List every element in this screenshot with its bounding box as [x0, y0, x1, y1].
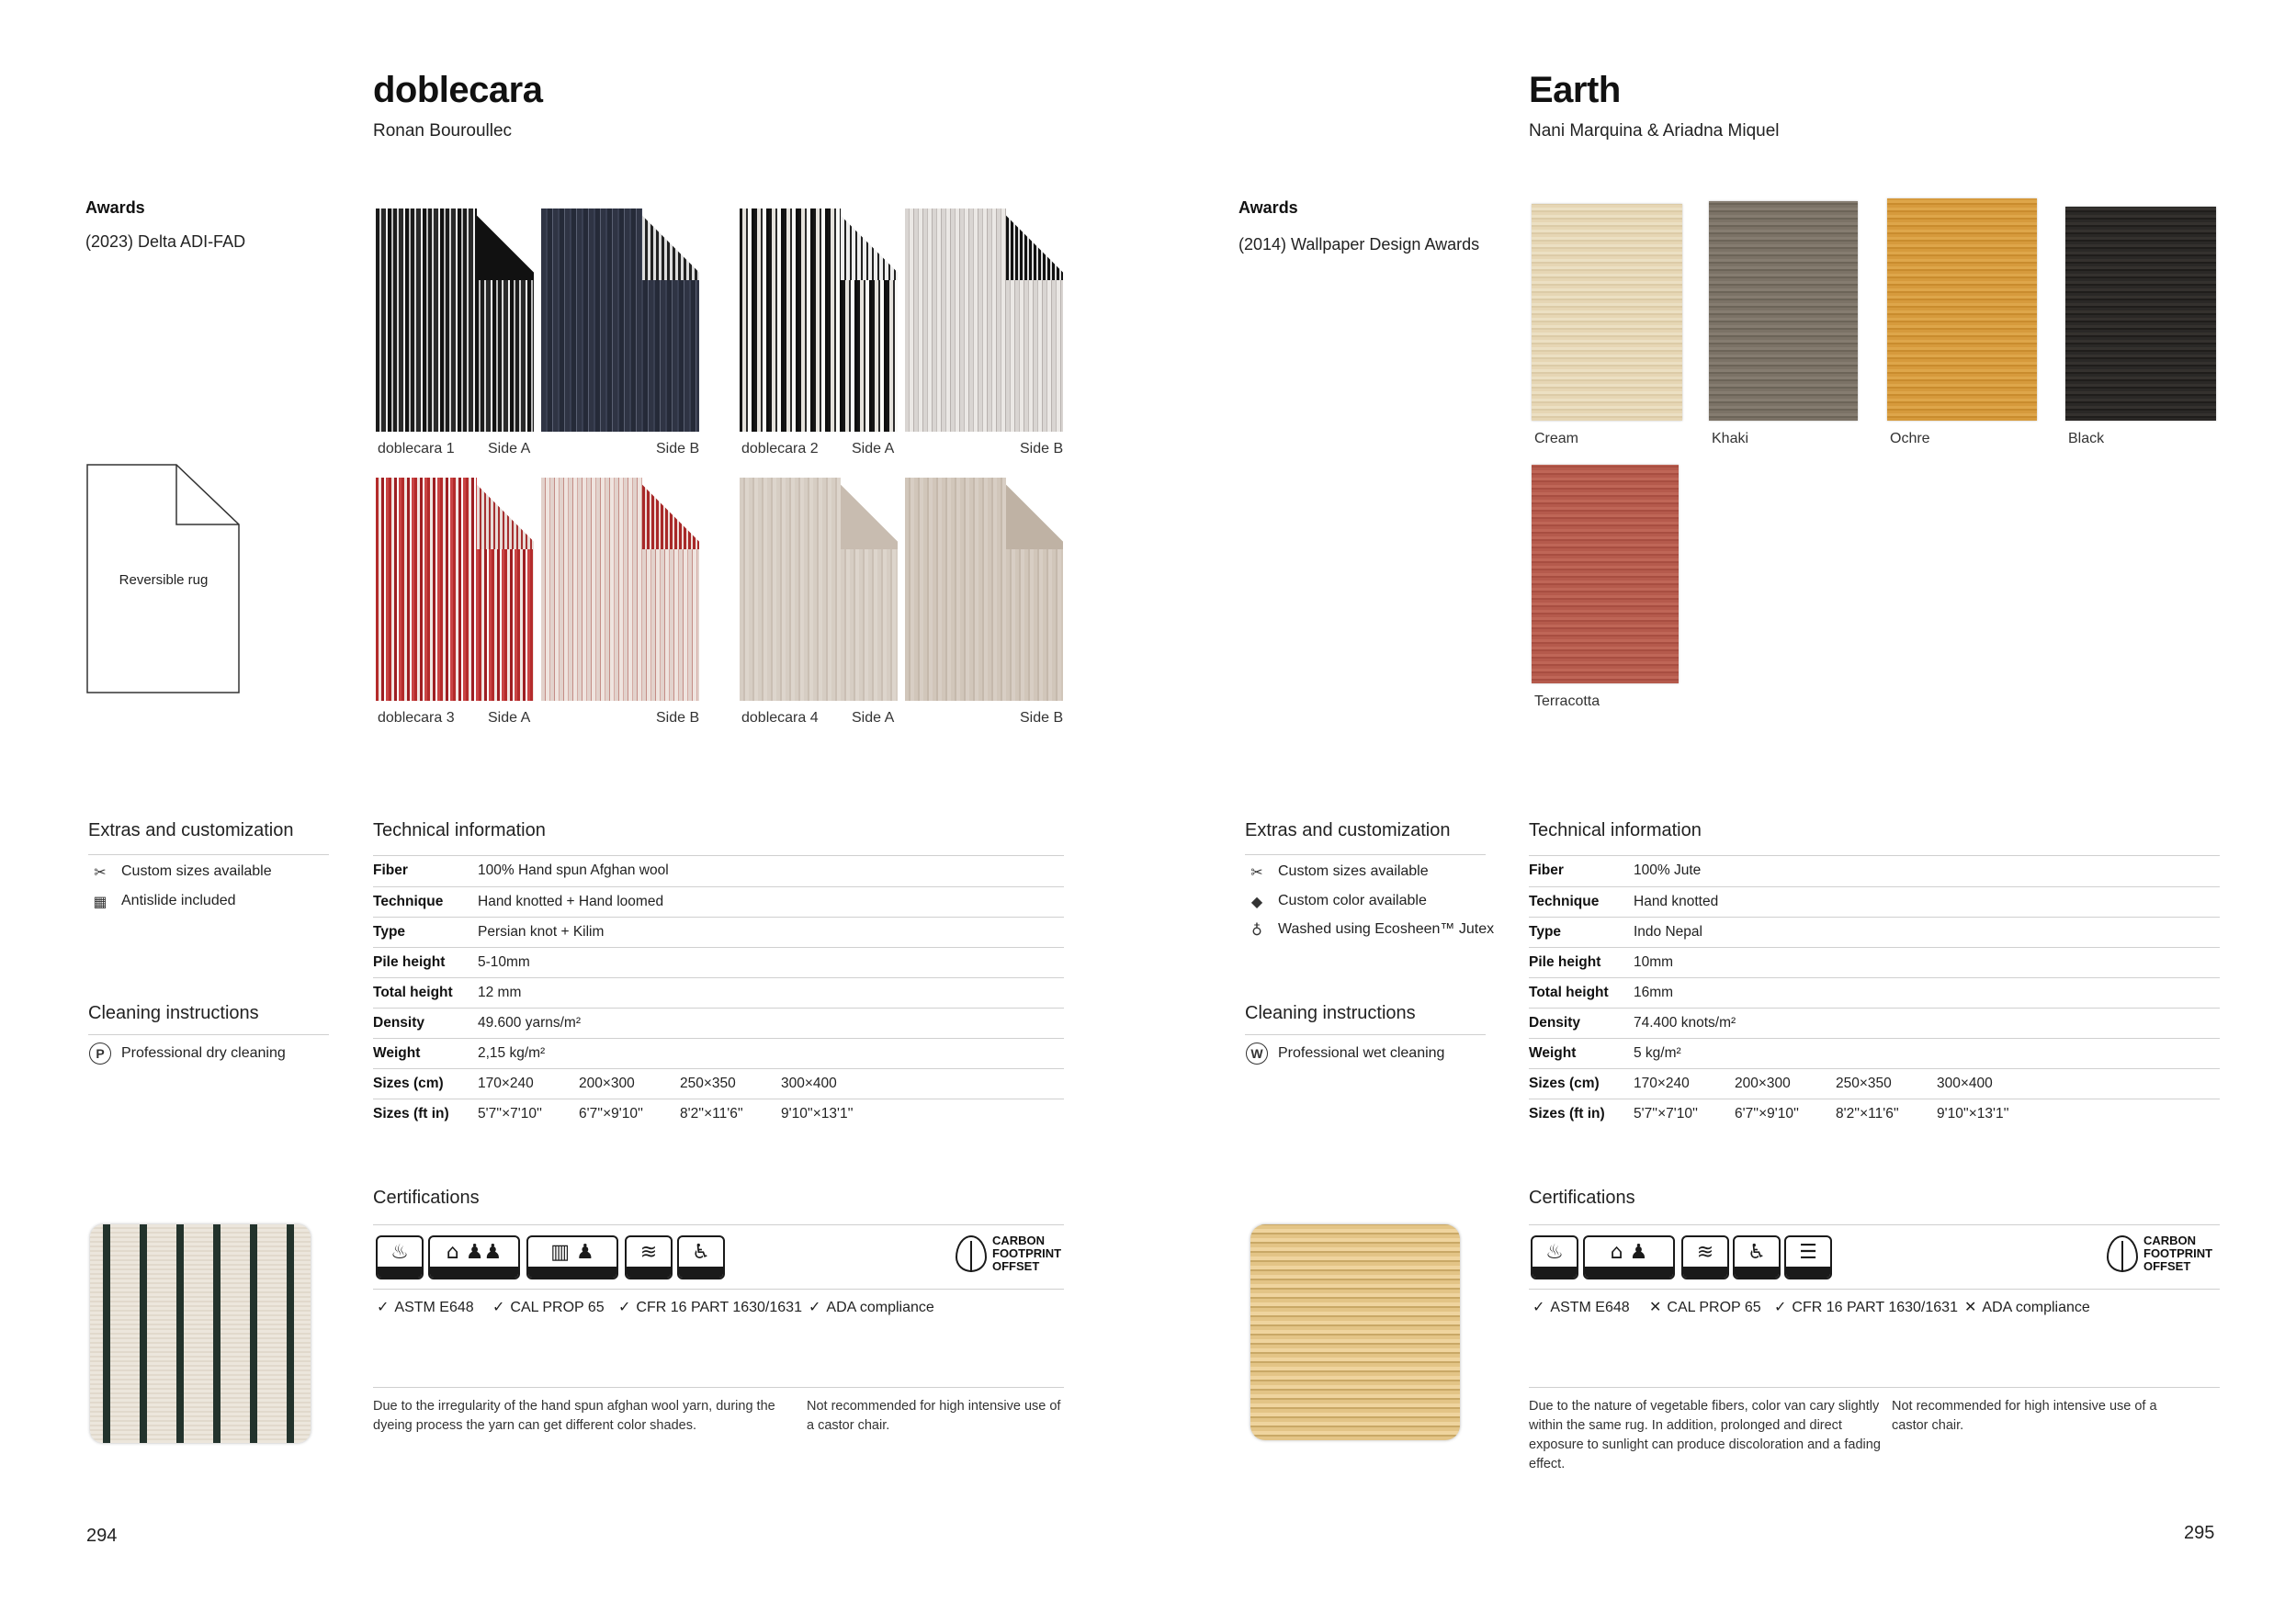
table-row: Type Persian knot + Kilim — [373, 917, 1064, 947]
indoor-air-cert-icon: ⌂ ♟♟ — [428, 1235, 520, 1279]
rug-image — [1532, 465, 1679, 683]
table-row: Density 49.600 yarns/m² — [373, 1008, 1064, 1038]
divider — [373, 1224, 1064, 1225]
cleaning-item: W Professional wet cleaning — [1245, 1043, 1444, 1065]
table-row: Pile height 10mm — [1529, 947, 2220, 977]
building-cert-icon: ▥ ♟ — [526, 1235, 618, 1279]
side-a-label: Side A — [488, 710, 531, 726]
material-swatch — [1250, 1224, 1460, 1440]
chair-cert-icon: ♿ — [1733, 1235, 1781, 1279]
table-row: Sizes (ft in) 5'7''×7'10'' 6'7''×9'10'' 8'2''×11'6'' 9'10''×13'1'' — [373, 1105, 854, 1121]
carbon-offset-badge: CARBON FOOTPRINT OFFSET — [2107, 1234, 2212, 1273]
rug-image — [541, 209, 699, 432]
rug-image — [1887, 198, 2037, 421]
rug-image — [376, 209, 534, 432]
rug-image — [1709, 201, 1858, 421]
usage-note: Not recommended for high intensive use of a castor chair. — [807, 1399, 1061, 1433]
scissors-icon: ✂ — [1250, 862, 1263, 881]
color-name: Cream — [1534, 431, 1579, 446]
stairs-cert-icon: ☰ — [1784, 1235, 1832, 1279]
fire-cert-icon: ♨ — [376, 1235, 424, 1279]
compliance-item: ✓ ASTM E648 — [1533, 1298, 1630, 1315]
divider — [1529, 1224, 2220, 1225]
divider — [1529, 1289, 2220, 1290]
table-row: Weight 5 kg/m² — [1529, 1038, 2220, 1068]
compliance-item: ✓ ASTM E648 — [377, 1298, 474, 1315]
product-title: doblecara — [373, 70, 543, 110]
material-swatch — [90, 1224, 311, 1443]
table-row: Total height 12 mm — [373, 977, 1064, 1008]
color-name: Khaki — [1712, 431, 1749, 446]
awards-label: Awards — [85, 198, 145, 217]
product-note: Due to the nature of vegetable fibers, color van cary slightly within the same rug. In addition, prolonged and direct exposure to sunlight can produce discoloration and a fading effect. — [1529, 1399, 1881, 1471]
divider — [88, 1034, 329, 1035]
tech-title: Technical information — [373, 820, 546, 840]
rug-name: doblecara 3 — [378, 710, 455, 726]
rug-image — [1532, 204, 1682, 421]
fire-cert-icon: ♨ — [1531, 1235, 1578, 1279]
rug-name: doblecara 1 — [378, 441, 455, 456]
tech-title: Technical information — [1529, 820, 1702, 840]
wet-clean-icon: W — [1246, 1043, 1268, 1065]
scissors-icon: ✂ — [94, 862, 107, 881]
table-row: Weight 2,15 kg/m² — [373, 1038, 1064, 1068]
usage-note: Not recommended for high intensive use of a castor chair. — [1892, 1399, 2157, 1433]
cert-title: Certifications — [373, 1188, 480, 1208]
extra-item: ♁ Washed using Ecosheen™ Jutex — [1245, 919, 1494, 941]
extra-item: ◆ Custom color available — [1245, 890, 1427, 912]
color-name: Ochre — [1890, 431, 1930, 446]
leaf-icon — [2107, 1235, 2138, 1272]
color-name: Terracotta — [1534, 693, 1600, 709]
compliance-item: ✕ ADA compliance — [1964, 1298, 2090, 1315]
indoor-air-cert-icon: ⌂ ♟ — [1583, 1235, 1675, 1279]
table-row: Density 74.400 knots/m² — [1529, 1008, 2220, 1038]
divider — [373, 1289, 1064, 1290]
compliance-item: ✕ CAL PROP 65 — [1649, 1298, 1761, 1315]
table-row: Sizes (cm) 170×240 200×300 250×350 300×400 — [373, 1068, 1064, 1099]
product-note: Due to the irregularity of the hand spun afghan wool yarn, during the dyeing process the yarn can get different color shades. — [373, 1399, 775, 1433]
table-row: Technique Hand knotted + Hand loomed — [373, 886, 1064, 917]
side-b-label: Side B — [1020, 710, 1064, 726]
divider — [1529, 1387, 2220, 1388]
side-a-label: Side A — [852, 441, 895, 456]
side-b-label: Side B — [656, 441, 700, 456]
compliance-item: ✓ CAL PROP 65 — [492, 1298, 605, 1315]
designer-name: Nani Marquina & Ariadna Miquel — [1529, 121, 1780, 141]
table-row: Type Indo Nepal — [1529, 917, 2220, 947]
page-number: 295 — [2184, 1523, 2215, 1543]
table-row: Fiber 100% Jute — [1529, 856, 2220, 886]
table-row: Total height 16mm — [1529, 977, 2220, 1008]
extra-item: ✂ Custom sizes available — [88, 861, 272, 883]
cleaning-item: P Professional dry cleaning — [88, 1043, 286, 1065]
rug-image — [376, 478, 534, 701]
rug-image — [905, 209, 1063, 432]
side-a-label: Side A — [852, 710, 895, 726]
carbon-offset-badge: CARBON FOOTPRINT OFFSET — [956, 1234, 1061, 1273]
reversible-rug-diagram — [86, 464, 241, 693]
side-b-label: Side B — [1020, 441, 1064, 456]
cert-title: Certifications — [1529, 1188, 1635, 1208]
tech-table — [373, 856, 1064, 1129]
wash-icon: ♁ — [1251, 920, 1262, 939]
rug-name: doblecara 4 — [741, 710, 819, 726]
leaf-icon — [956, 1235, 987, 1272]
rug-image — [740, 209, 898, 432]
table-row: Sizes (ft in) 5'7''×7'10'' 6'7''×9'10'' 8'2''×11'6'' 9'10''×13'1'' — [1529, 1105, 2009, 1121]
chair-cert-icon: ♿ — [677, 1235, 725, 1279]
table-row: Pile height 5-10mm — [373, 947, 1064, 977]
table-row: Sizes (cm) 170×240 200×300 250×350 300×400 — [1529, 1068, 2220, 1099]
rug-image — [2065, 207, 2216, 421]
designer-name: Ronan Bouroullec — [373, 121, 513, 141]
extra-item: ✂ Custom sizes available — [1245, 861, 1429, 883]
divider — [88, 854, 329, 855]
grid-icon: ▦ — [93, 892, 107, 910]
side-a-label: Side A — [488, 441, 531, 456]
paint-bucket-icon: ◆ — [1250, 892, 1263, 910]
floor-cert-icon: ≋ — [625, 1235, 673, 1279]
compliance-item: ✓ CFR 16 PART 1630/1631 — [1774, 1298, 1958, 1315]
award-item: (2014) Wallpaper Design Awards — [1238, 235, 1480, 254]
table-row: Fiber 100% Hand spun Afghan wool — [373, 856, 1064, 886]
color-name: Black — [2068, 431, 2105, 446]
divider — [373, 1387, 1064, 1388]
tech-table — [1529, 856, 2220, 1129]
divider — [1245, 1034, 1486, 1035]
rug-image — [740, 478, 898, 701]
rug-name: doblecara 2 — [741, 441, 819, 456]
awards-label: Awards — [1238, 198, 1298, 217]
floor-cert-icon: ≋ — [1681, 1235, 1729, 1279]
page-number: 294 — [86, 1526, 118, 1546]
side-b-label: Side B — [656, 710, 700, 726]
compliance-item: ✓ ADA compliance — [809, 1298, 934, 1315]
extras-title: Extras and customization — [88, 820, 294, 840]
dry-clean-icon: P — [89, 1043, 111, 1065]
extra-item: ▦ Antislide included — [88, 890, 236, 912]
table-row: Technique Hand knotted — [1529, 886, 2220, 917]
rug-image — [541, 478, 699, 701]
extras-title: Extras and customization — [1245, 820, 1451, 840]
cleaning-title: Cleaning instructions — [1245, 1003, 1416, 1023]
divider — [1245, 854, 1486, 855]
rug-image — [905, 478, 1063, 701]
product-title: Earth — [1529, 70, 1621, 110]
cleaning-title: Cleaning instructions — [88, 1003, 259, 1023]
award-item: (2023) Delta ADI-FAD — [85, 232, 246, 251]
compliance-item: ✓ CFR 16 PART 1630/1631 — [618, 1298, 802, 1315]
reversible-rug-label: Reversible rug — [119, 572, 209, 588]
